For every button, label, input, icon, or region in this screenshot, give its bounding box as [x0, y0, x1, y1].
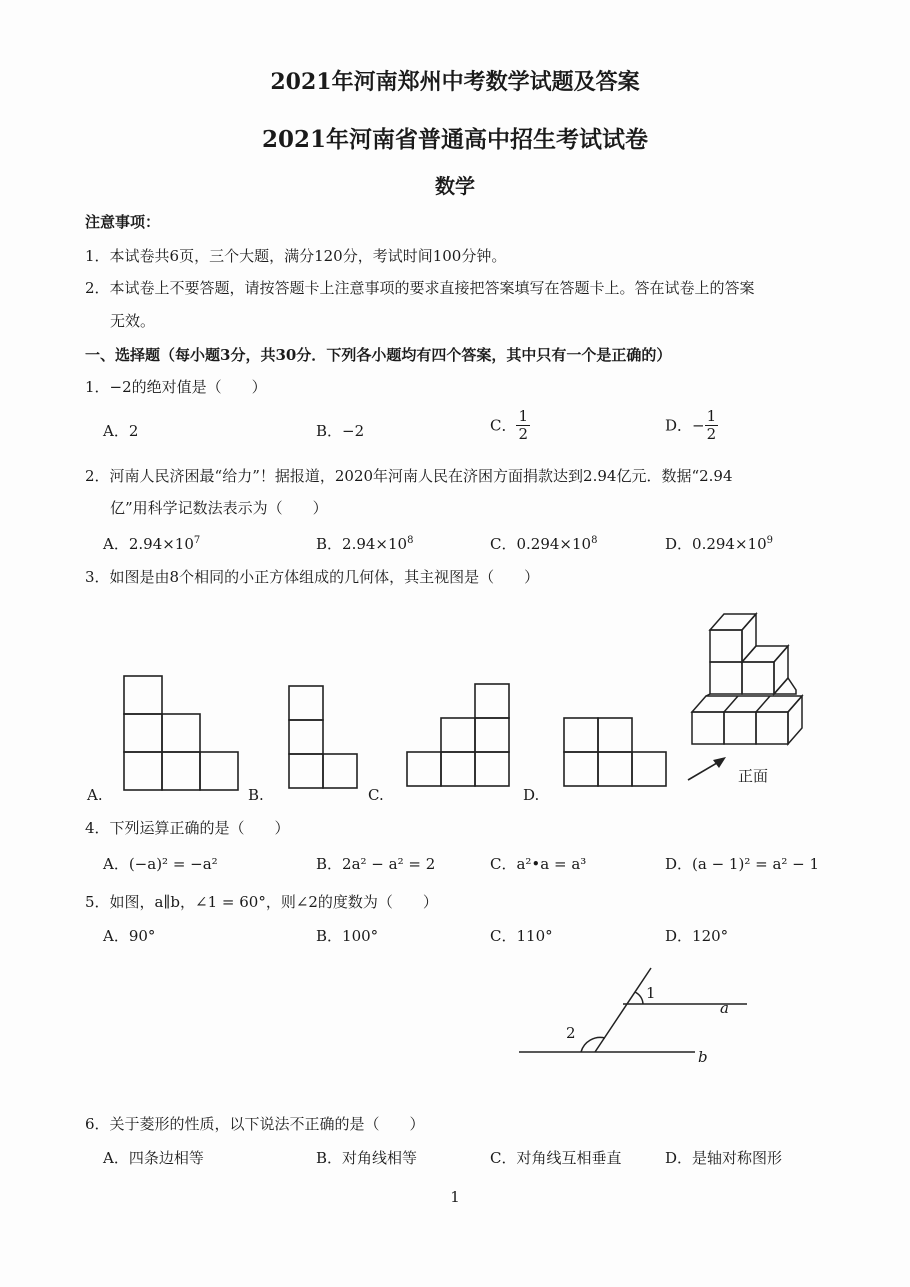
q1-option-b: B．−2 — [316, 422, 365, 440]
q2-c-exponent: 8 — [591, 535, 598, 546]
q2-option-b: B．$2.94\times 10^8$ — [316, 535, 414, 553]
q2-option-d: D．$0.294\times 10^9$ — [665, 535, 773, 553]
exam-title: 2021年河南省普通高中招生考试试卷 — [261, 126, 648, 153]
notice-item-2-line2: 无效。 — [110, 312, 156, 330]
q4-option-a: A．(−a)² = −a² — [103, 855, 218, 873]
subject-title: 数学 — [435, 174, 475, 198]
q4-option-b: B．2a² − a² = 2 — [316, 855, 436, 873]
q6-option-d: D．是轴对称图形 — [665, 1149, 783, 1167]
q1-stem: 1．−2的绝对值是（ ） — [85, 378, 267, 396]
q3-front-label: 正面 — [738, 767, 769, 785]
q5-angle-1-label: 1 — [646, 984, 656, 1002]
q2-a-exponent: 7 — [193, 535, 201, 546]
q1-option-c — [490, 408, 530, 442]
q6-option-b: B．对角线相等 — [316, 1149, 418, 1167]
q1-c-denominator: 2 — [518, 424, 529, 443]
q6-option-a: A．四条边相等 — [103, 1149, 204, 1167]
q1-option-d-label: D．− — [665, 416, 705, 435]
q1-option-d-fraction — [705, 408, 719, 442]
q3-option-c-label: C. — [368, 786, 384, 804]
q2-option-a: A．$2.94\times 10^7$ — [103, 535, 201, 553]
q5-stem: 5．如图，a∥b，∠1 = 60°，则∠2的度数为（ ） — [85, 893, 438, 911]
page-title: 2021年河南郑州中考数学试题及答案 — [270, 69, 640, 95]
q5-option-c: C．110° — [490, 927, 553, 945]
q1-option-c-label: C． — [490, 416, 517, 435]
q1-d-denominator: 2 — [706, 424, 717, 443]
q2-b-exponent: 8 — [407, 535, 414, 546]
q5-figure — [515, 960, 755, 1070]
q5-line-a-label: a — [720, 999, 729, 1017]
q2-stem-line1: 2．河南人民济困最“给力”！据报道，2020年河南人民在济困方面捐款达到2.94亿元．数据“2.94 — [85, 467, 733, 485]
q3-option-a-label: A. — [87, 786, 103, 804]
q1-option-c-fraction — [516, 408, 530, 442]
q1-c-numerator: 1 — [518, 407, 529, 425]
q3-option-d-figure — [560, 714, 670, 790]
q3-option-c-figure — [405, 680, 515, 790]
q2-option-c: C．$0.294\times 10^8$ — [490, 535, 598, 553]
q5-option-b: B．100° — [316, 927, 379, 945]
q3-stem: 3．如图是由8个相同的小正方体组成的几何体，其主视图是（ ） — [85, 568, 540, 586]
page-number: 1 — [450, 1188, 460, 1206]
q6-option-c: C．对角线互相垂直 — [490, 1149, 622, 1167]
q1-option-d — [665, 408, 718, 442]
q2-stem-line2: 亿”用科学记数法表示为（ ） — [110, 499, 328, 517]
q5-option-a: A．90° — [103, 927, 156, 945]
q6-stem: 6．关于菱形的性质，以下说法不正确的是（ ） — [85, 1115, 425, 1133]
q3-option-b-figure — [285, 682, 360, 792]
q4-option-d: D．(a − 1)² = a² − 1 — [665, 855, 820, 873]
notice-heading: 注意事项： — [85, 213, 161, 231]
q5-line-b-label: b — [698, 1048, 708, 1066]
q4-stem: 4．下列运算正确的是（ ） — [85, 819, 290, 837]
q1-option-a: A．2 — [103, 422, 139, 440]
notice-item-1: 1．本试卷共6页，三个大题，满分120分，考试时间100分钟。 — [85, 247, 507, 265]
section-heading: 一、选择题（每小题3分，共30分．下列各小题均有四个答案，其中只有一个是正确的） — [85, 346, 672, 364]
q4-option-c: C．a²•a = a³ — [490, 855, 587, 873]
q3-option-a-figure — [120, 672, 245, 792]
q1-d-numerator: 1 — [706, 407, 717, 425]
q5-option-d: D．120° — [665, 927, 729, 945]
q2-d-exponent: 9 — [766, 535, 773, 546]
notice-item-2-line1: 2．本试卷上不要答题，请按答题卡上注意事项的要求直接把答案填写在答题卡上。答在试卷上的答案 — [85, 279, 755, 297]
q5-angle-2-label: 2 — [566, 1024, 576, 1042]
q3-option-d-label: D. — [523, 786, 540, 804]
q3-option-b-label: B. — [248, 786, 264, 804]
